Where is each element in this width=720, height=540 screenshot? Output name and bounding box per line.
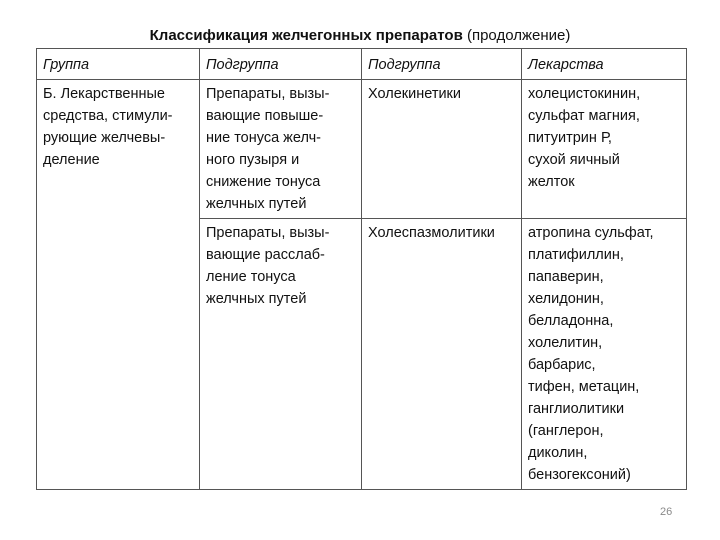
header-drugs: Лекарства [522, 49, 687, 80]
page-title [0, 27, 720, 44]
header-subgroup-2: Подгруппа [362, 49, 522, 80]
header-group: Группа [37, 49, 200, 80]
header-subgroup: Подгруппа [200, 49, 362, 80]
subsubgroup-cell: Холеспазмолитики [362, 219, 522, 490]
title-main: Классификация желчегонных препаратов [149, 27, 463, 44]
subgroup-cell: Препараты, вызы- вающие расслаб- ление тонуса желчных путей [200, 219, 362, 490]
group-cell: Б. Лекарственные средства, стимули- рующие желчевы- деление [37, 80, 200, 490]
table-row [37, 80, 687, 219]
table-header-row [37, 49, 687, 80]
classification-table [36, 48, 687, 490]
subsubgroup-cell: Холекинетики [362, 80, 522, 219]
drugs-cell: атропина сульфат, платифиллин, папаверин, хелидонин, белладонна, холелитин, барбарис, тифен, метацин, ганглиолитики (ганглерон, диколин, бензогексоний) [522, 219, 687, 490]
subgroup-cell: Препараты, вызы- вающие повыше- ние тонуса желч- ного пузыря и снижение тонуса желчных путей [200, 80, 362, 219]
title-suffix: (продолжение) [466, 27, 571, 44]
page-number: 26 [660, 506, 673, 518]
drugs-cell: холецистокинин, сульфат магния, питуитрин Р, сухой яичный желток [522, 80, 687, 219]
